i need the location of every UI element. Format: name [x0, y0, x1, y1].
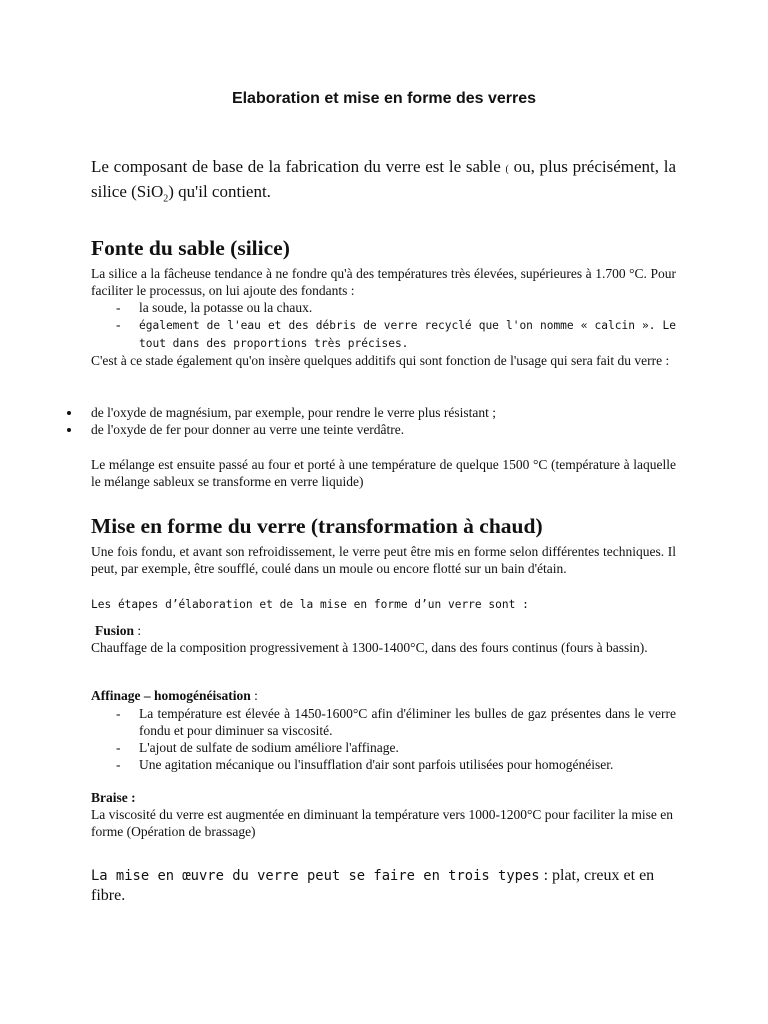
mise-en-forme-paragraph-1: Une fois fondu, et avant son refroidissement, le verre peut être mis en forme selon différentes techniques. Il peut, par exemple, être soufflé, coulé dans un moule ou encore flotté sur un bain d'étain.: [91, 544, 676, 576]
document-title: Elaboration et mise en forme des verres: [231, 90, 537, 107]
fonte-paragraph-1: La silice a la fâcheuse tendance à ne fondre qu'à des températures très élevées, supérieures à 1.700 °C. Pour faciliter le processus, on lui ajoute des fondants :: [91, 266, 676, 298]
dash-marker: -: [116, 757, 121, 772]
affinage-colon: :: [250, 688, 258, 703]
fonte-paragraph-3: Le mélange est ensuite passé au four et porté à une température de quelque 1500 °C (température à laquelle le mélange sableux se transforme en verre liquide): [91, 457, 676, 489]
intro-subscript: 2: [163, 193, 169, 205]
intro-text-3: ) qu'il contient.: [168, 182, 271, 201]
fusion-colon: :: [134, 623, 142, 638]
intro-text-1: Le composant de base de la fabrication du verre est le sable: [91, 157, 501, 176]
fusion-text: Chauffage de la composition progressivement à 1300-1400°C, dans des fours continus (fours à bassin).: [91, 640, 648, 655]
final-rest-text: : plat, creux et en fibre.: [91, 867, 655, 904]
dash-marker: -: [116, 740, 121, 755]
list-item: [91, 705, 676, 739]
etapes-intro-text: Les étapes d’élaboration et de la mise en forme d’un verre sont :: [91, 598, 529, 611]
affinage-item-text: La température est élevée à 1450-1600°C afin d'éliminer les bulles de gaz présentes dans le verre fondu et pour diminuer sa viscosité.: [139, 706, 676, 738]
dash-marker: -: [116, 706, 121, 721]
list-item: [91, 299, 676, 316]
additif-item-text: de l'oxyde de fer pour donner au verre une teinte verdâtre.: [91, 422, 405, 437]
bullet-icon: [67, 411, 71, 415]
braise-text: La viscosité du verre est augmentée en diminuant la température vers 1000-1200°C pour faciliter la mise en forme (Opération de brassage): [91, 807, 673, 839]
additifs-list: [67, 404, 677, 438]
final-bold-text: La mise en œuvre du verre peut se faire en trois types: [91, 868, 540, 884]
heading-mise-en-forme: Mise en forme du verre (transformation à chaud): [91, 514, 543, 538]
final-statement: [91, 866, 676, 906]
affinage-label-line: [91, 687, 676, 704]
affinage-item-text: Une agitation mécanique ou l'insufflation d'air sont parfois utilisées pour homogénéiser.: [139, 757, 614, 772]
affinage-label: Affinage – homogénéisation: [91, 688, 251, 703]
mise-en-forme-paragraph-2: [91, 595, 676, 613]
list-item: [67, 421, 677, 438]
list-item: [67, 404, 677, 421]
intro-paren: (: [505, 164, 509, 175]
heading-fonte-du-sable: Fonte du sable (silice): [91, 236, 290, 260]
fondants-list: [91, 299, 676, 352]
bullet-icon: [67, 428, 71, 432]
list-item: [91, 756, 676, 773]
dash-marker: -: [116, 300, 121, 315]
fondant-item-text: également de l'eau et des débris de verre recyclé que l'on nomme « calcin ». Le tout dans des proportions très précises.: [139, 319, 676, 350]
braise-label: Braise :: [91, 790, 136, 805]
fusion-label: Fusion: [95, 623, 135, 638]
additif-item-text: de l'oxyde de magnésium, par exemple, pour rendre le verre plus résistant ;: [91, 405, 497, 420]
fusion-label-line: [95, 622, 676, 639]
dash-marker: -: [116, 317, 121, 332]
intro-paragraph: [91, 156, 676, 210]
affinage-list: [91, 705, 676, 773]
list-item: [91, 316, 676, 352]
list-item: [91, 739, 676, 756]
fonte-paragraph-2: C'est à ce stade également qu'on insère quelques additifs qui sont fonction de l'usage qui sera fait du verre :: [91, 353, 670, 368]
fondant-item-text: la soude, la potasse ou la chaux.: [139, 300, 313, 315]
intro-text-2: ou, plus précisément, la silice (SiO: [91, 157, 676, 201]
affinage-item-text: L'ajout de sulfate de sodium améliore l'affinage.: [139, 740, 399, 755]
